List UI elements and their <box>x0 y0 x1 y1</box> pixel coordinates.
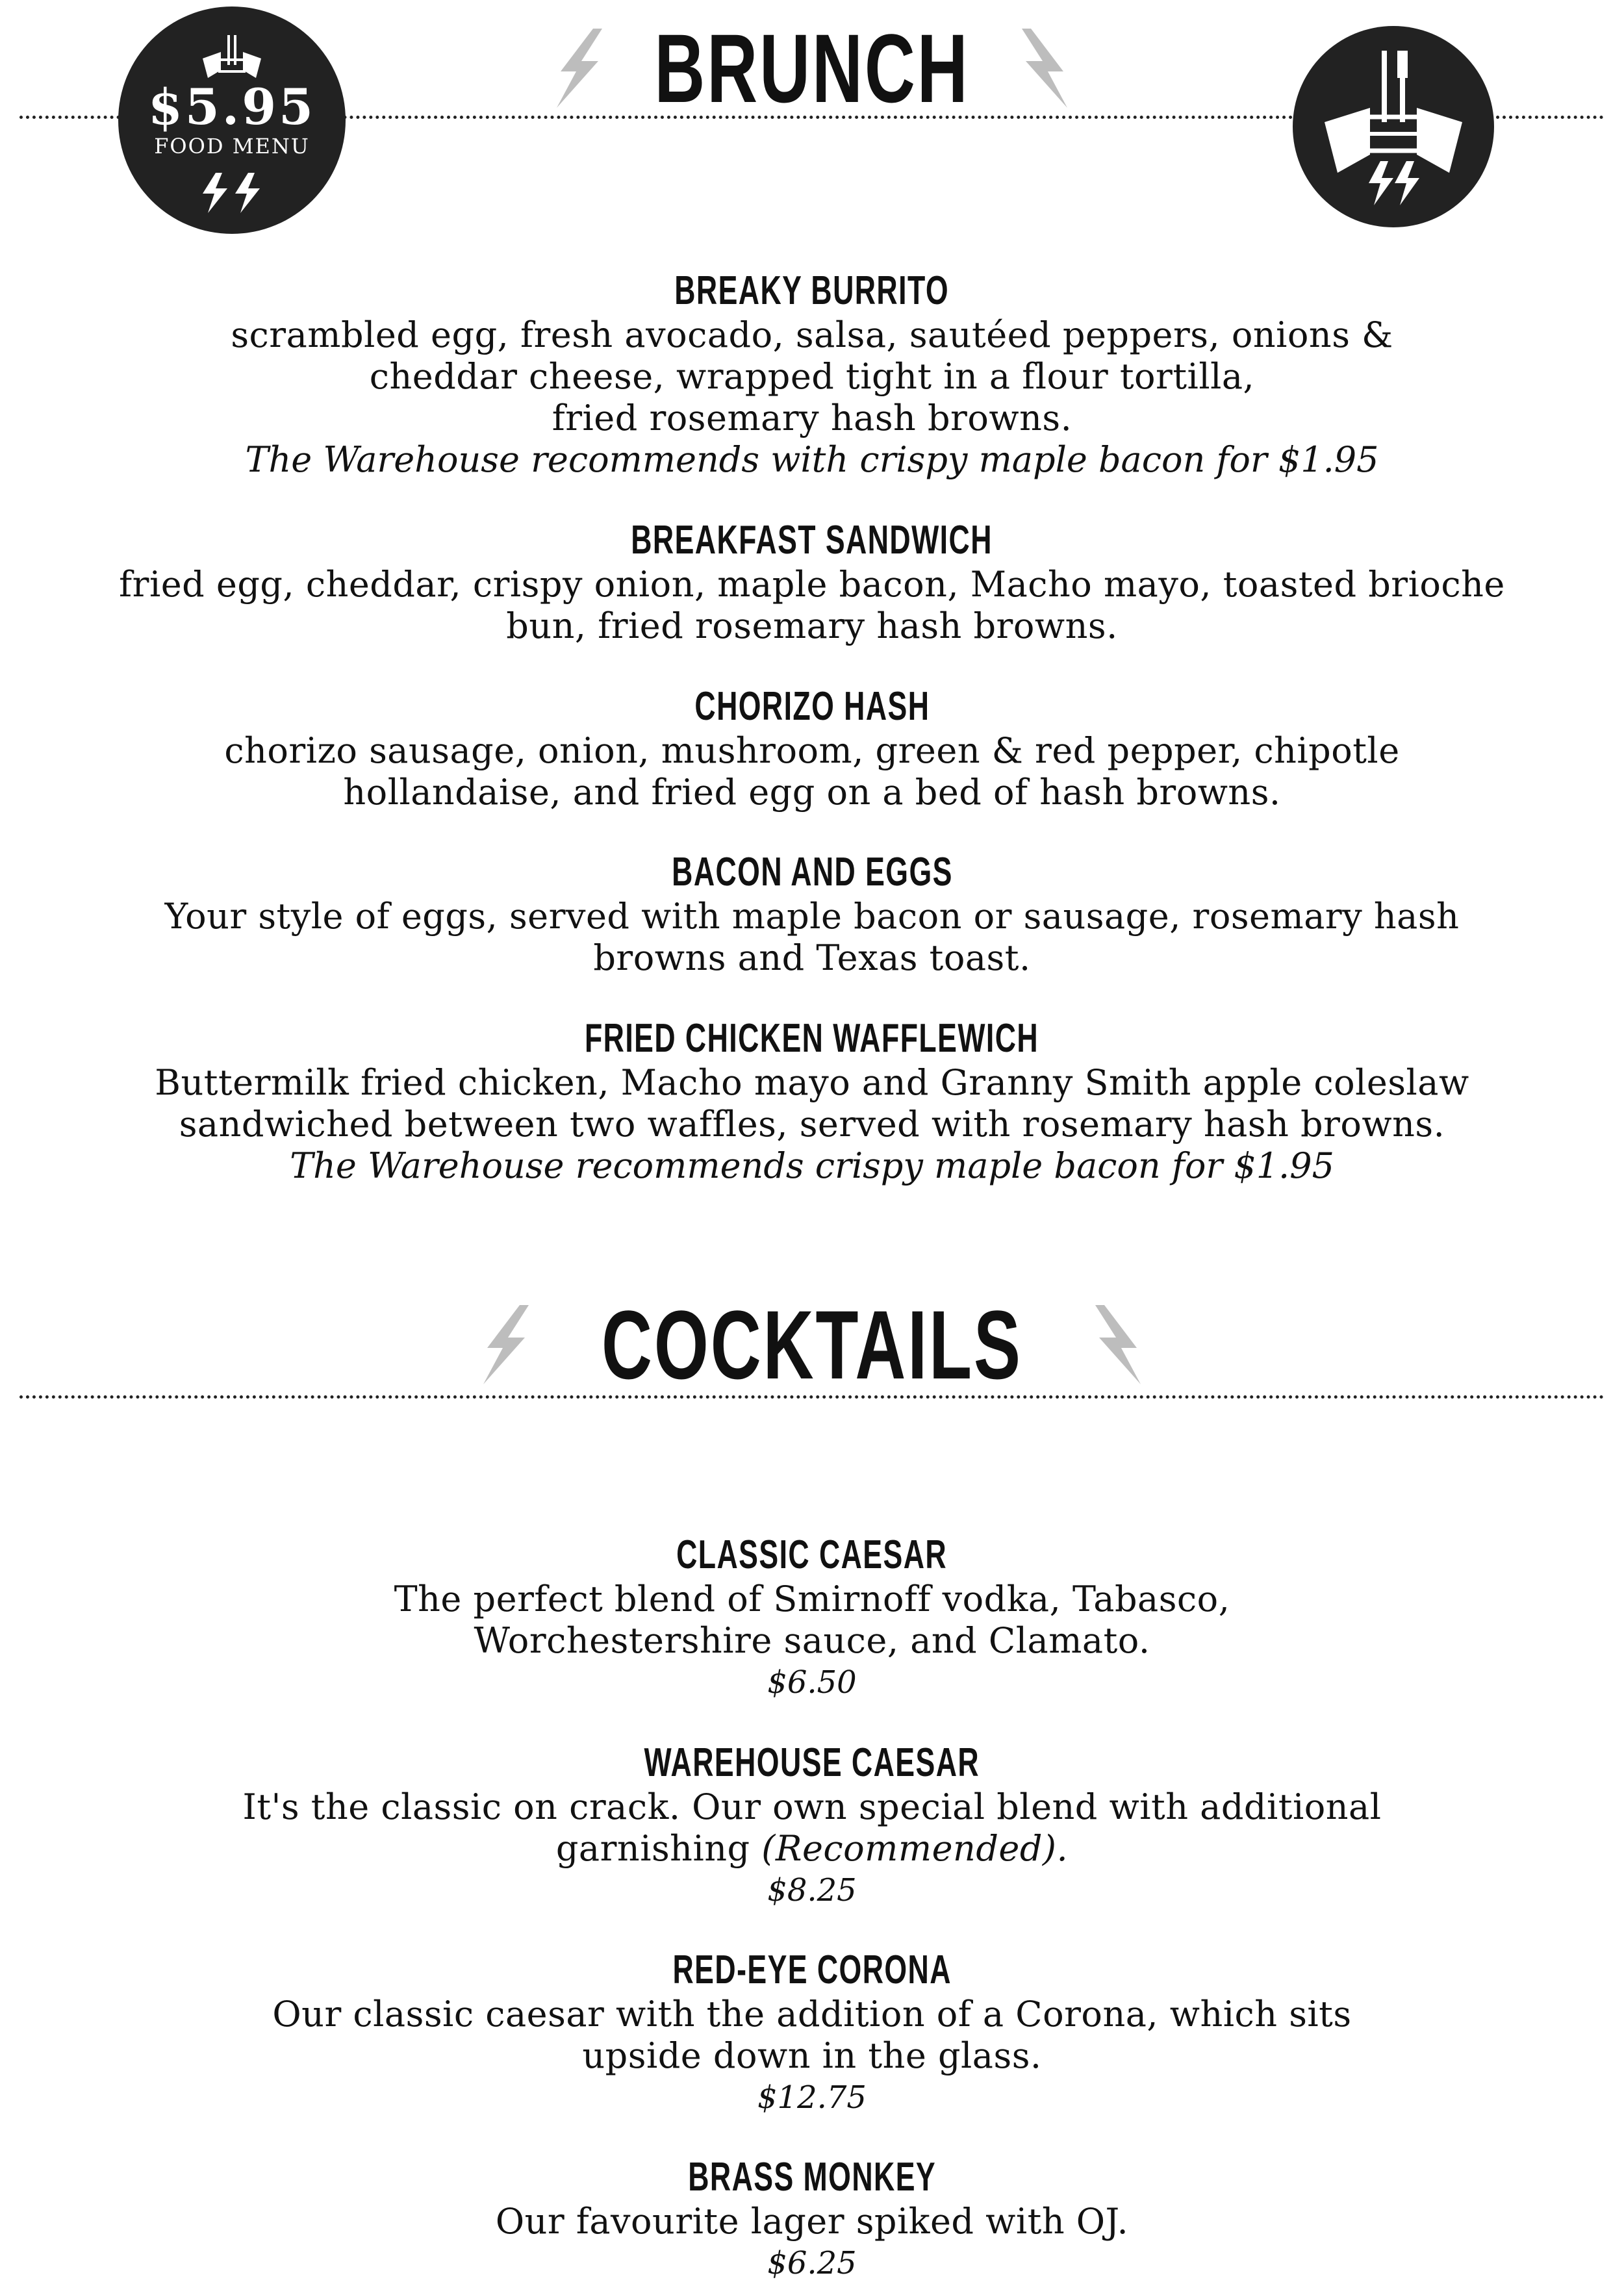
item-description <box>0 1579 1624 1662</box>
description-line: fried rosemary hash browns. <box>552 398 1072 438</box>
description-line: Our classic caesar with the addition of a Corona, which sits <box>272 1994 1352 2035</box>
menu-item <box>0 2154 1624 2284</box>
description-line: browns and Texas toast. <box>593 937 1031 978</box>
item-description <box>0 1062 1624 1145</box>
item-price: $12.75 <box>757 2079 867 2116</box>
cocktails-dotted-rule <box>19 1395 1605 1399</box>
item-name: BREAKFAST SANDWICH <box>631 518 993 563</box>
item-name: FRIED CHICKEN WAFFLEWICH <box>585 1016 1039 1061</box>
item-description <box>0 2201 1624 2242</box>
brunch-title <box>0 13 1624 123</box>
description-line: Worchestershire sauce, and Clamato. <box>474 1620 1150 1661</box>
item-description <box>0 1994 1624 2077</box>
menu-item <box>0 268 1624 481</box>
description-line: hollandaise, and fried egg on a bed of hash browns. <box>343 772 1281 813</box>
item-name: BACON AND EGGS <box>671 850 953 895</box>
item-recommendation: The Warehouse recommends with crispy maple bacon for $1.95 <box>245 439 1379 480</box>
description-line: The perfect blend of Smirnoff vodka, Tabasco, <box>394 1579 1230 1619</box>
item-name: BREAKY BURRITO <box>674 268 950 313</box>
item-price: $6.50 <box>767 1664 857 1701</box>
cocktails-title-text: COCKTAILS <box>602 1289 1022 1399</box>
lightning-bolt-icon <box>1018 26 1076 110</box>
menu-item <box>0 1740 1624 1911</box>
description-line: cheddar cheese, wrapped tight in a flour tortilla, <box>369 356 1255 397</box>
description-line: It's the classic on crack. Our own special blend with additional <box>242 1786 1382 1827</box>
item-name: BRASS MONKEY <box>688 2155 936 2200</box>
menu-item <box>0 1532 1624 1703</box>
brunch-title-text: BRUNCH <box>654 13 970 123</box>
menu-item <box>0 517 1624 647</box>
description-line: Our favourite lager spiked with OJ. <box>495 2201 1129 2242</box>
item-price: $8.25 <box>767 1872 857 1909</box>
description-line: Your style of eggs, served with maple bacon or sausage, rosemary hash <box>164 896 1460 937</box>
item-description <box>0 314 1624 439</box>
description-line: bun, fried rosemary hash browns. <box>506 605 1118 646</box>
menu-item <box>0 683 1624 813</box>
item-name: CLASSIC CAESAR <box>676 1532 948 1577</box>
lightning-bolt-icon <box>1091 1302 1150 1387</box>
recommended-tag: (Recommended). <box>761 1828 1069 1869</box>
description-line: fried egg, cheddar, crispy onion, maple bacon, Macho mayo, toasted brioche <box>119 564 1505 605</box>
menu-item <box>0 1947 1624 2118</box>
description-line: upside down in the glass. <box>582 2035 1042 2076</box>
description-line: chorizo sausage, onion, mushroom, green & red pepper, chipotle <box>224 730 1400 771</box>
lightning-bolt-icon <box>548 26 606 110</box>
item-description <box>0 564 1624 647</box>
lightning-bolt-icon <box>196 170 268 216</box>
lightning-bolt-icon <box>474 1302 533 1387</box>
item-name: RED-EYE CORONA <box>672 1948 952 1992</box>
badge-price: $5.95 <box>148 78 316 136</box>
menu-item <box>0 1015 1624 1187</box>
description-line: sandwiched between two waffles, served with rosemary hash browns. <box>179 1104 1445 1145</box>
badge-label: FOOD MENU <box>154 134 310 159</box>
item-description <box>0 1786 1624 1870</box>
item-description <box>0 896 1624 979</box>
description-text: garnishing <box>555 1828 762 1869</box>
description-line: Buttermilk fried chicken, Macho mayo and Granny Smith apple coleslaw <box>155 1062 1469 1103</box>
item-price: $6.25 <box>767 2245 857 2281</box>
item-description <box>0 730 1624 813</box>
item-name: CHORIZO HASH <box>694 684 930 729</box>
item-name: WAREHOUSE CAESAR <box>644 1740 980 1785</box>
description-line: scrambled egg, fresh avocado, salsa, sautéed peppers, onions & <box>231 314 1393 355</box>
item-recommendation: The Warehouse recommends crispy maple bacon for $1.95 <box>290 1145 1334 1186</box>
menu-item <box>0 849 1624 979</box>
cocktails-title <box>0 1289 1624 1399</box>
description-line <box>0 1828 1624 1870</box>
